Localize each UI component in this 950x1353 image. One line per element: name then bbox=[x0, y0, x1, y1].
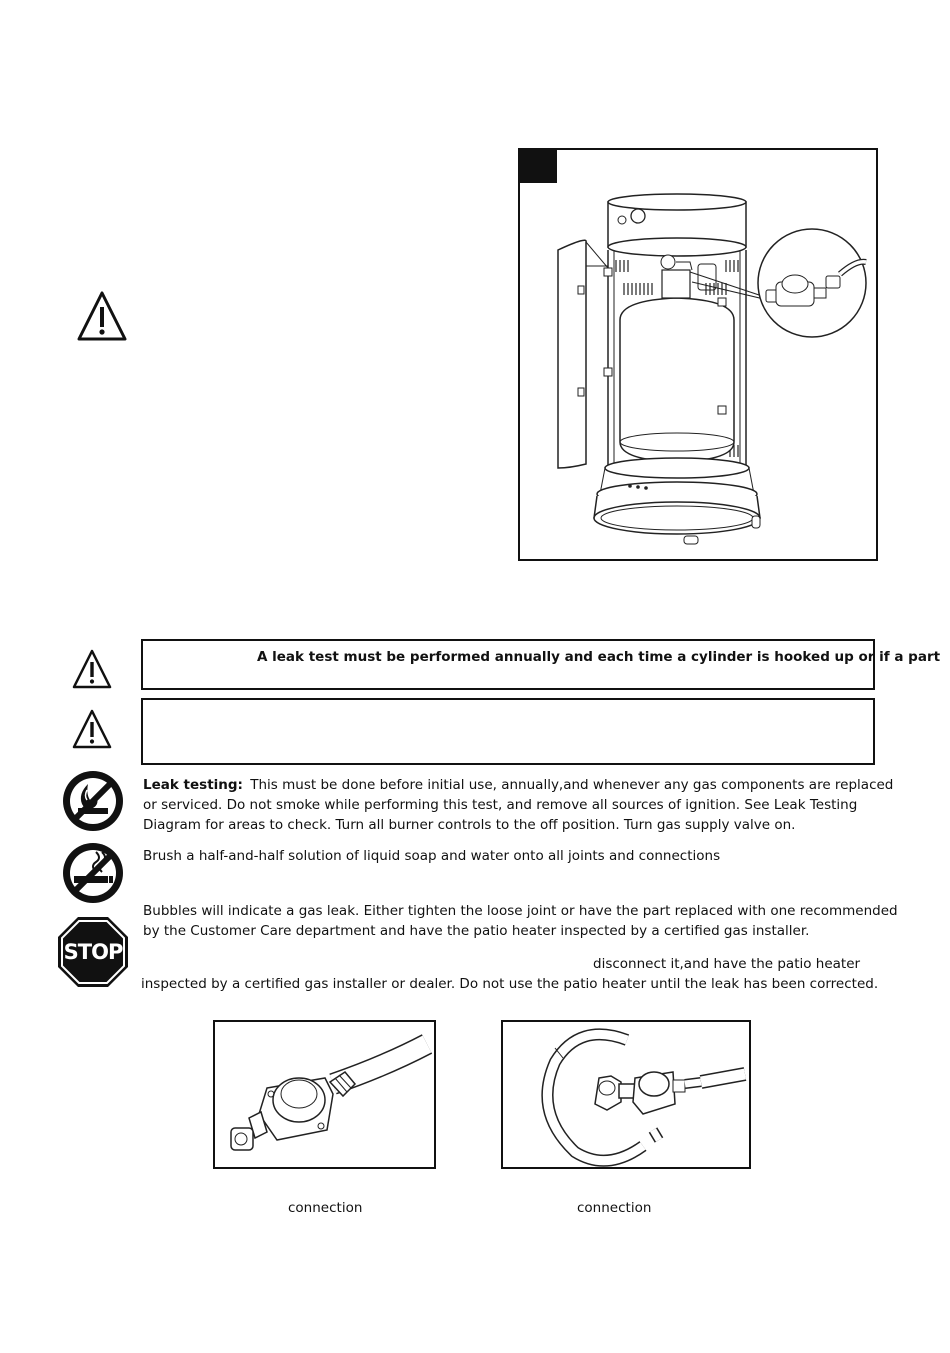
bubbles-line-1: Bubbles will indicate a gas leak. Either tighten the loose joint or have the part replaced with one recommended bbox=[143, 903, 898, 919]
annual-leak-test-warning-box bbox=[141, 639, 941, 690]
disconnect-line-1: disconnect it,and have the patio heater bbox=[593, 956, 861, 972]
warning-icon bbox=[71, 708, 113, 750]
regulator-hose-illustration bbox=[215, 1022, 434, 1167]
no-flame-icon bbox=[60, 768, 126, 834]
no-smoking-icon bbox=[60, 840, 126, 906]
patio-heater-illustration bbox=[520, 150, 876, 559]
stop-sign-label: STOP bbox=[63, 940, 123, 964]
warning-icon bbox=[76, 290, 128, 342]
bubbles-line-2: by the Customer Care department and have the patio heater inspected by a certified gas installer. bbox=[143, 923, 810, 939]
regulator-hose-connection-figure bbox=[213, 1020, 436, 1169]
leak-testing-line-2: or serviced. Do not smoke while performing this test, and remove all sources of ignition. See Leak Testing bbox=[143, 797, 858, 813]
cylinder-valve-connection-figure bbox=[501, 1020, 751, 1169]
disconnect-line-2: inspected by a certified gas installer or dealer. Do not use the patio heater until the leak has been corrected. bbox=[141, 976, 879, 992]
annual-leak-test-warning-text: A leak test must be performed annually and each time a cylinder is hooked up or if a part bbox=[257, 649, 941, 665]
heater-cylinder-figure bbox=[518, 148, 878, 561]
brush-soap-solution-text: Brush a half-and-half solution of liquid soap and water onto all joints and connections bbox=[143, 848, 721, 864]
left-figure-caption: connection bbox=[288, 1200, 363, 1216]
second-warning-box bbox=[141, 698, 875, 765]
leak-testing-line-3: Diagram for areas to check. Turn all burner controls to the off position. Turn gas supply valve on. bbox=[143, 817, 796, 833]
leak-testing-line-1-text: This must be done before initial use, annually,and whenever any gas components are replaced bbox=[250, 777, 894, 793]
stop-sign-icon bbox=[56, 915, 130, 989]
cylinder-valve-illustration bbox=[503, 1022, 749, 1167]
warning-icon bbox=[71, 648, 113, 690]
leak-testing-line-1 bbox=[143, 775, 893, 795]
leak-testing-label: Leak testing: bbox=[143, 777, 243, 793]
right-figure-caption: connection bbox=[577, 1200, 652, 1216]
